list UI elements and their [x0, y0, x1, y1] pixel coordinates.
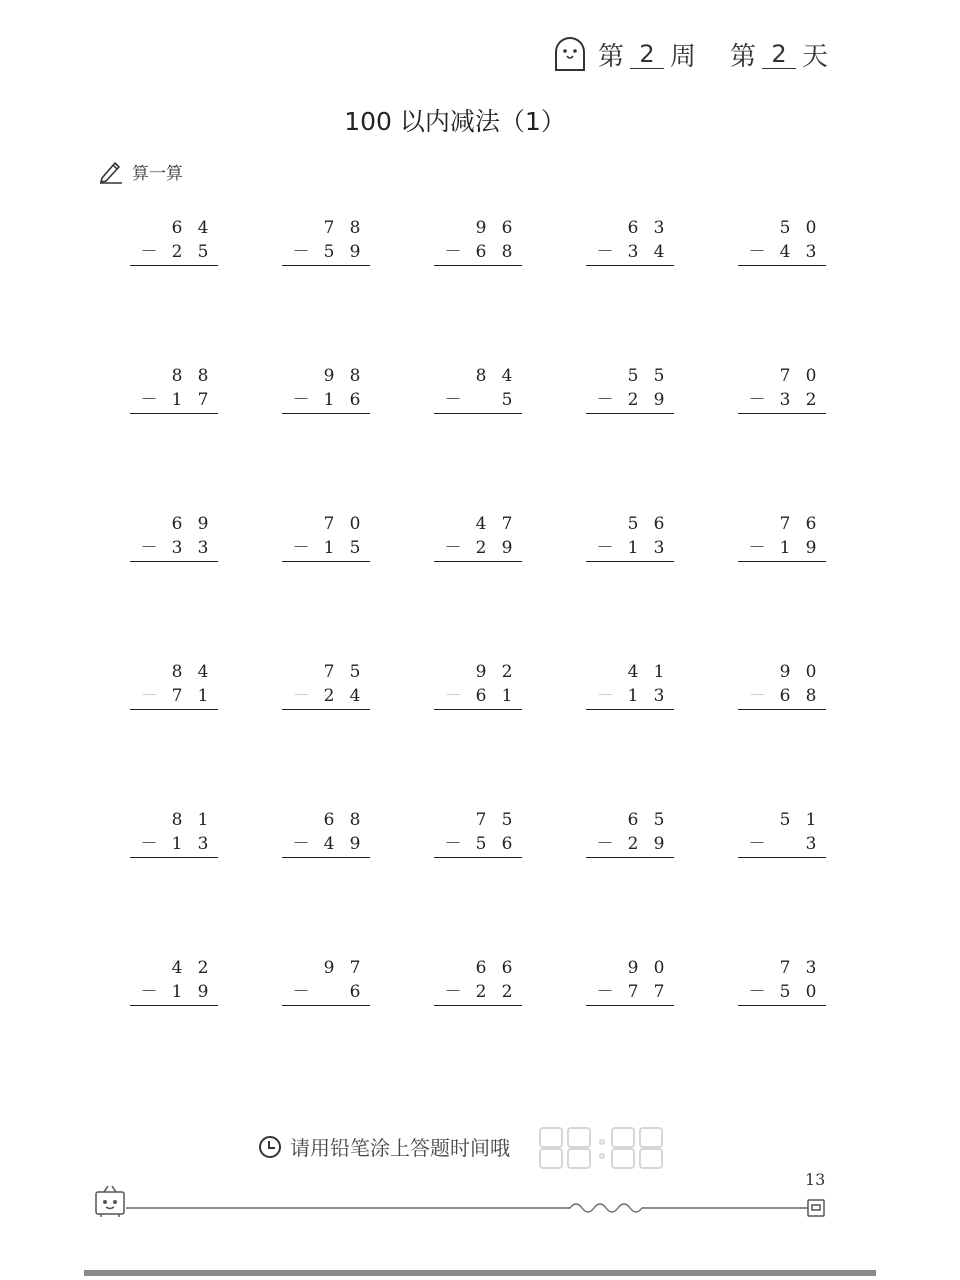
week-day-header [552, 30, 830, 78]
minuend-ones: 0 [349, 514, 361, 534]
subtrahend-ones: 9 [349, 834, 361, 854]
minuend-ones: 0 [805, 218, 817, 238]
subtraction-problem [434, 660, 522, 708]
minus-sign: － [444, 538, 462, 558]
answer-line [130, 1005, 218, 1006]
answer-line [586, 561, 674, 562]
minuend-tens: 6 [171, 218, 183, 238]
day-suffix: 天 [801, 41, 828, 72]
subtrahend-ones: 4 [349, 686, 361, 706]
battery-icon [808, 1200, 824, 1216]
minuend-ones: 1 [653, 662, 665, 682]
subtrahend-tens: 2 [323, 686, 335, 706]
subtraction-problem [434, 956, 522, 1004]
subtraction-problem [282, 956, 370, 1004]
subtrahend-ones: 2 [501, 982, 513, 1002]
minus-sign: － [748, 686, 766, 706]
answer-line [282, 561, 370, 562]
section-label: 算一算 [132, 163, 183, 184]
minuend-ones: 5 [653, 366, 665, 386]
subtraction-problem [586, 660, 674, 708]
subtrahend-tens: 3 [779, 390, 791, 410]
answer-line [586, 709, 674, 710]
subtrahend-ones: 6 [501, 834, 513, 854]
subtrahend-tens: 3 [627, 242, 639, 262]
minuend-tens: 6 [627, 810, 639, 830]
subtraction-problem [738, 956, 826, 1004]
subtrahend-ones: 1 [501, 686, 513, 706]
minuend-tens: 8 [171, 366, 183, 386]
minuend-tens: 7 [323, 662, 335, 682]
bottom-decoration [92, 1182, 832, 1222]
subtrahend-tens: 4 [779, 242, 791, 262]
subtrahend-ones: 0 [805, 982, 817, 1002]
minus-sign: － [596, 538, 614, 558]
minuend-ones: 8 [349, 366, 361, 386]
subtraction-problem [434, 808, 522, 856]
subtrahend-ones: 9 [653, 834, 665, 854]
subtrahend-tens: 6 [475, 686, 487, 706]
minus-sign: － [292, 834, 310, 854]
minus-sign: － [596, 982, 614, 1002]
minuend-ones: 6 [501, 218, 513, 238]
subtrahend-tens: 5 [779, 982, 791, 1002]
subtrahend-tens: 5 [323, 242, 335, 262]
subtraction-problem [130, 364, 218, 412]
subtrahend-ones: 8 [501, 242, 513, 262]
answer-line [130, 709, 218, 710]
minus-sign: － [140, 834, 158, 854]
answer-line [282, 413, 370, 414]
minuend-tens: 4 [627, 662, 639, 682]
footer-note [258, 1132, 510, 1161]
minuend-tens: 7 [323, 218, 335, 238]
minus-sign: － [596, 834, 614, 854]
week-prefix: 第 [597, 41, 624, 72]
subtraction-problem [282, 660, 370, 708]
answer-line [586, 413, 674, 414]
minuend-ones: 4 [197, 662, 209, 682]
tv-icon [96, 1186, 124, 1217]
minuend-tens: 6 [323, 810, 335, 830]
minuend-ones: 4 [501, 366, 513, 386]
minus-sign: － [140, 686, 158, 706]
minuend-ones: 1 [197, 810, 209, 830]
subtrahend-ones: 5 [501, 390, 513, 410]
subtraction-problem [738, 216, 826, 264]
minus-sign: － [748, 982, 766, 1002]
subtrahend-tens: 2 [627, 834, 639, 854]
page-title: 100 以内减法（1） [344, 107, 566, 136]
minus-sign: － [444, 834, 462, 854]
minuend-tens: 5 [779, 810, 791, 830]
minus-sign: － [748, 242, 766, 262]
subtrahend-ones: 9 [197, 982, 209, 1002]
minus-sign: － [140, 982, 158, 1002]
minuend-tens: 5 [627, 514, 639, 534]
subtrahend-tens: 1 [627, 686, 639, 706]
subtrahend-tens: 1 [323, 538, 335, 558]
answer-line [282, 265, 370, 266]
week-number: 2 [630, 40, 664, 69]
answer-line [434, 561, 522, 562]
subtrahend-tens: 2 [475, 982, 487, 1002]
subtrahend-tens: 2 [627, 390, 639, 410]
minuend-tens: 9 [475, 218, 487, 238]
answer-line [282, 1005, 370, 1006]
minus-sign: － [444, 982, 462, 1002]
day-number: 2 [762, 40, 796, 69]
answer-line [434, 709, 522, 710]
answer-line [282, 709, 370, 710]
minuend-ones: 3 [805, 958, 817, 978]
subtrahend-ones: 9 [805, 538, 817, 558]
subtraction-problem [130, 216, 218, 264]
subtraction-problem [586, 956, 674, 1004]
minus-sign: － [748, 538, 766, 558]
minuend-tens: 9 [323, 366, 335, 386]
minuend-tens: 7 [475, 810, 487, 830]
answer-line [282, 857, 370, 858]
minuend-tens: 7 [779, 958, 791, 978]
minus-sign: － [444, 242, 462, 262]
minuend-ones: 5 [501, 810, 513, 830]
minus-sign: － [596, 242, 614, 262]
minuend-ones: 6 [805, 514, 817, 534]
subtrahend-ones: 9 [653, 390, 665, 410]
section-heading [98, 158, 183, 184]
subtraction-problem [738, 512, 826, 560]
minuend-ones: 0 [653, 958, 665, 978]
minus-sign: － [292, 242, 310, 262]
subtrahend-tens: 1 [323, 390, 335, 410]
pencil-icon [98, 158, 124, 184]
subtrahend-ones: 7 [653, 982, 665, 1002]
minuend-tens: 8 [171, 662, 183, 682]
minuend-ones: 0 [805, 662, 817, 682]
subtraction-problem [586, 216, 674, 264]
day-prefix: 第 [729, 41, 756, 72]
subtraction-problem [738, 364, 826, 412]
answer-line [586, 857, 674, 858]
answer-line [130, 561, 218, 562]
minus-sign: － [596, 686, 614, 706]
minuend-tens: 5 [779, 218, 791, 238]
subtraction-problem [130, 956, 218, 1004]
answer-line [130, 413, 218, 414]
page-number: 13 [805, 1170, 826, 1189]
answer-line [738, 413, 826, 414]
subtrahend-ones: 4 [653, 242, 665, 262]
minuend-ones: 5 [349, 662, 361, 682]
digital-timer-icon [538, 1126, 668, 1172]
subtrahend-tens: 4 [323, 834, 335, 854]
subtraction-problem [130, 808, 218, 856]
minuend-ones: 1 [805, 810, 817, 830]
subtraction-problem [586, 364, 674, 412]
minuend-tens: 9 [323, 958, 335, 978]
minuend-tens: 5 [627, 366, 639, 386]
minuend-tens: 7 [323, 514, 335, 534]
minus-sign: － [292, 390, 310, 410]
subtraction-problem [130, 512, 218, 560]
minus-sign: － [140, 242, 158, 262]
subtraction-problem [738, 660, 826, 708]
subtraction-problem [282, 512, 370, 560]
minuend-ones: 4 [197, 218, 209, 238]
minus-sign: － [748, 834, 766, 854]
minus-sign: － [292, 538, 310, 558]
subtrahend-tens: 6 [475, 242, 487, 262]
answer-line [130, 857, 218, 858]
minuend-ones: 7 [349, 958, 361, 978]
minuend-ones: 8 [349, 810, 361, 830]
minuend-tens: 6 [475, 958, 487, 978]
answer-line [738, 1005, 826, 1006]
minuend-tens: 8 [475, 366, 487, 386]
subtraction-problem [282, 364, 370, 412]
minus-sign: － [596, 390, 614, 410]
subtrahend-ones: 9 [501, 538, 513, 558]
subtrahend-tens: 1 [627, 538, 639, 558]
subtrahend-ones: 6 [349, 982, 361, 1002]
subtrahend-ones: 3 [653, 686, 665, 706]
subtrahend-ones: 3 [197, 538, 209, 558]
subtrahend-ones: 2 [805, 390, 817, 410]
subtrahend-ones: 5 [197, 242, 209, 262]
minuend-ones: 0 [805, 366, 817, 386]
answer-line [434, 1005, 522, 1006]
subtraction-problem [738, 808, 826, 856]
subtrahend-tens: 5 [475, 834, 487, 854]
subtrahend-tens: 2 [475, 538, 487, 558]
subtrahend-ones: 3 [805, 242, 817, 262]
answer-line [434, 413, 522, 414]
minus-sign: － [140, 538, 158, 558]
minuend-tens: 9 [475, 662, 487, 682]
minuend-ones: 2 [197, 958, 209, 978]
answer-line [586, 265, 674, 266]
answer-line [586, 1005, 674, 1006]
subtrahend-tens: 2 [171, 242, 183, 262]
minuend-tens: 4 [475, 514, 487, 534]
minus-sign: － [292, 686, 310, 706]
week-suffix: 周 [669, 41, 696, 72]
ghost-icon [552, 36, 588, 72]
subtrahend-tens: 1 [171, 834, 183, 854]
answer-line [738, 561, 826, 562]
subtrahend-ones: 3 [805, 834, 817, 854]
subtraction-problem [434, 216, 522, 264]
minuend-ones: 3 [653, 218, 665, 238]
minuend-ones: 6 [501, 958, 513, 978]
footer-note-text: 请用铅笔涂上答题时间哦 [290, 1136, 510, 1160]
minuend-tens: 8 [171, 810, 183, 830]
minuend-ones: 9 [197, 514, 209, 534]
minuend-ones: 8 [197, 366, 209, 386]
subtrahend-ones: 7 [197, 390, 209, 410]
subtrahend-tens: 7 [171, 686, 183, 706]
minus-sign: － [444, 390, 462, 410]
minuend-tens: 4 [171, 958, 183, 978]
minus-sign: － [748, 390, 766, 410]
minuend-tens: 9 [627, 958, 639, 978]
answer-line [738, 709, 826, 710]
subtraction-problem [434, 364, 522, 412]
minuend-ones: 2 [501, 662, 513, 682]
minuend-tens: 7 [779, 514, 791, 534]
subtrahend-tens: 1 [171, 982, 183, 1002]
subtrahend-ones: 1 [197, 686, 209, 706]
bottom-bar [84, 1270, 876, 1276]
subtraction-problem [586, 512, 674, 560]
minuend-tens: 6 [627, 218, 639, 238]
clock-icon [258, 1135, 282, 1159]
minuend-tens: 9 [779, 662, 791, 682]
subtrahend-ones: 3 [197, 834, 209, 854]
subtrahend-tens: 7 [627, 982, 639, 1002]
subtrahend-tens: 3 [171, 538, 183, 558]
subtrahend-ones: 3 [653, 538, 665, 558]
minuend-ones: 6 [653, 514, 665, 534]
subtrahend-ones: 9 [349, 242, 361, 262]
answer-line [738, 857, 826, 858]
minus-sign: － [444, 686, 462, 706]
answer-line [738, 265, 826, 266]
minus-sign: － [292, 982, 310, 1002]
subtrahend-tens: 1 [779, 538, 791, 558]
subtraction-problem [282, 808, 370, 856]
minuend-tens: 7 [779, 366, 791, 386]
subtraction-problem [130, 660, 218, 708]
minuend-tens: 6 [171, 514, 183, 534]
subtraction-problem [282, 216, 370, 264]
minus-sign: － [140, 390, 158, 410]
answer-line [434, 265, 522, 266]
subtrahend-tens: 1 [171, 390, 183, 410]
subtraction-problem [434, 512, 522, 560]
subtrahend-ones: 8 [805, 686, 817, 706]
minuend-ones: 8 [349, 218, 361, 238]
subtrahend-ones: 6 [349, 390, 361, 410]
subtraction-problem [586, 808, 674, 856]
answer-line [130, 265, 218, 266]
subtrahend-tens: 6 [779, 686, 791, 706]
minuend-ones: 5 [653, 810, 665, 830]
answer-line [434, 857, 522, 858]
minuend-ones: 7 [501, 514, 513, 534]
subtrahend-ones: 5 [349, 538, 361, 558]
